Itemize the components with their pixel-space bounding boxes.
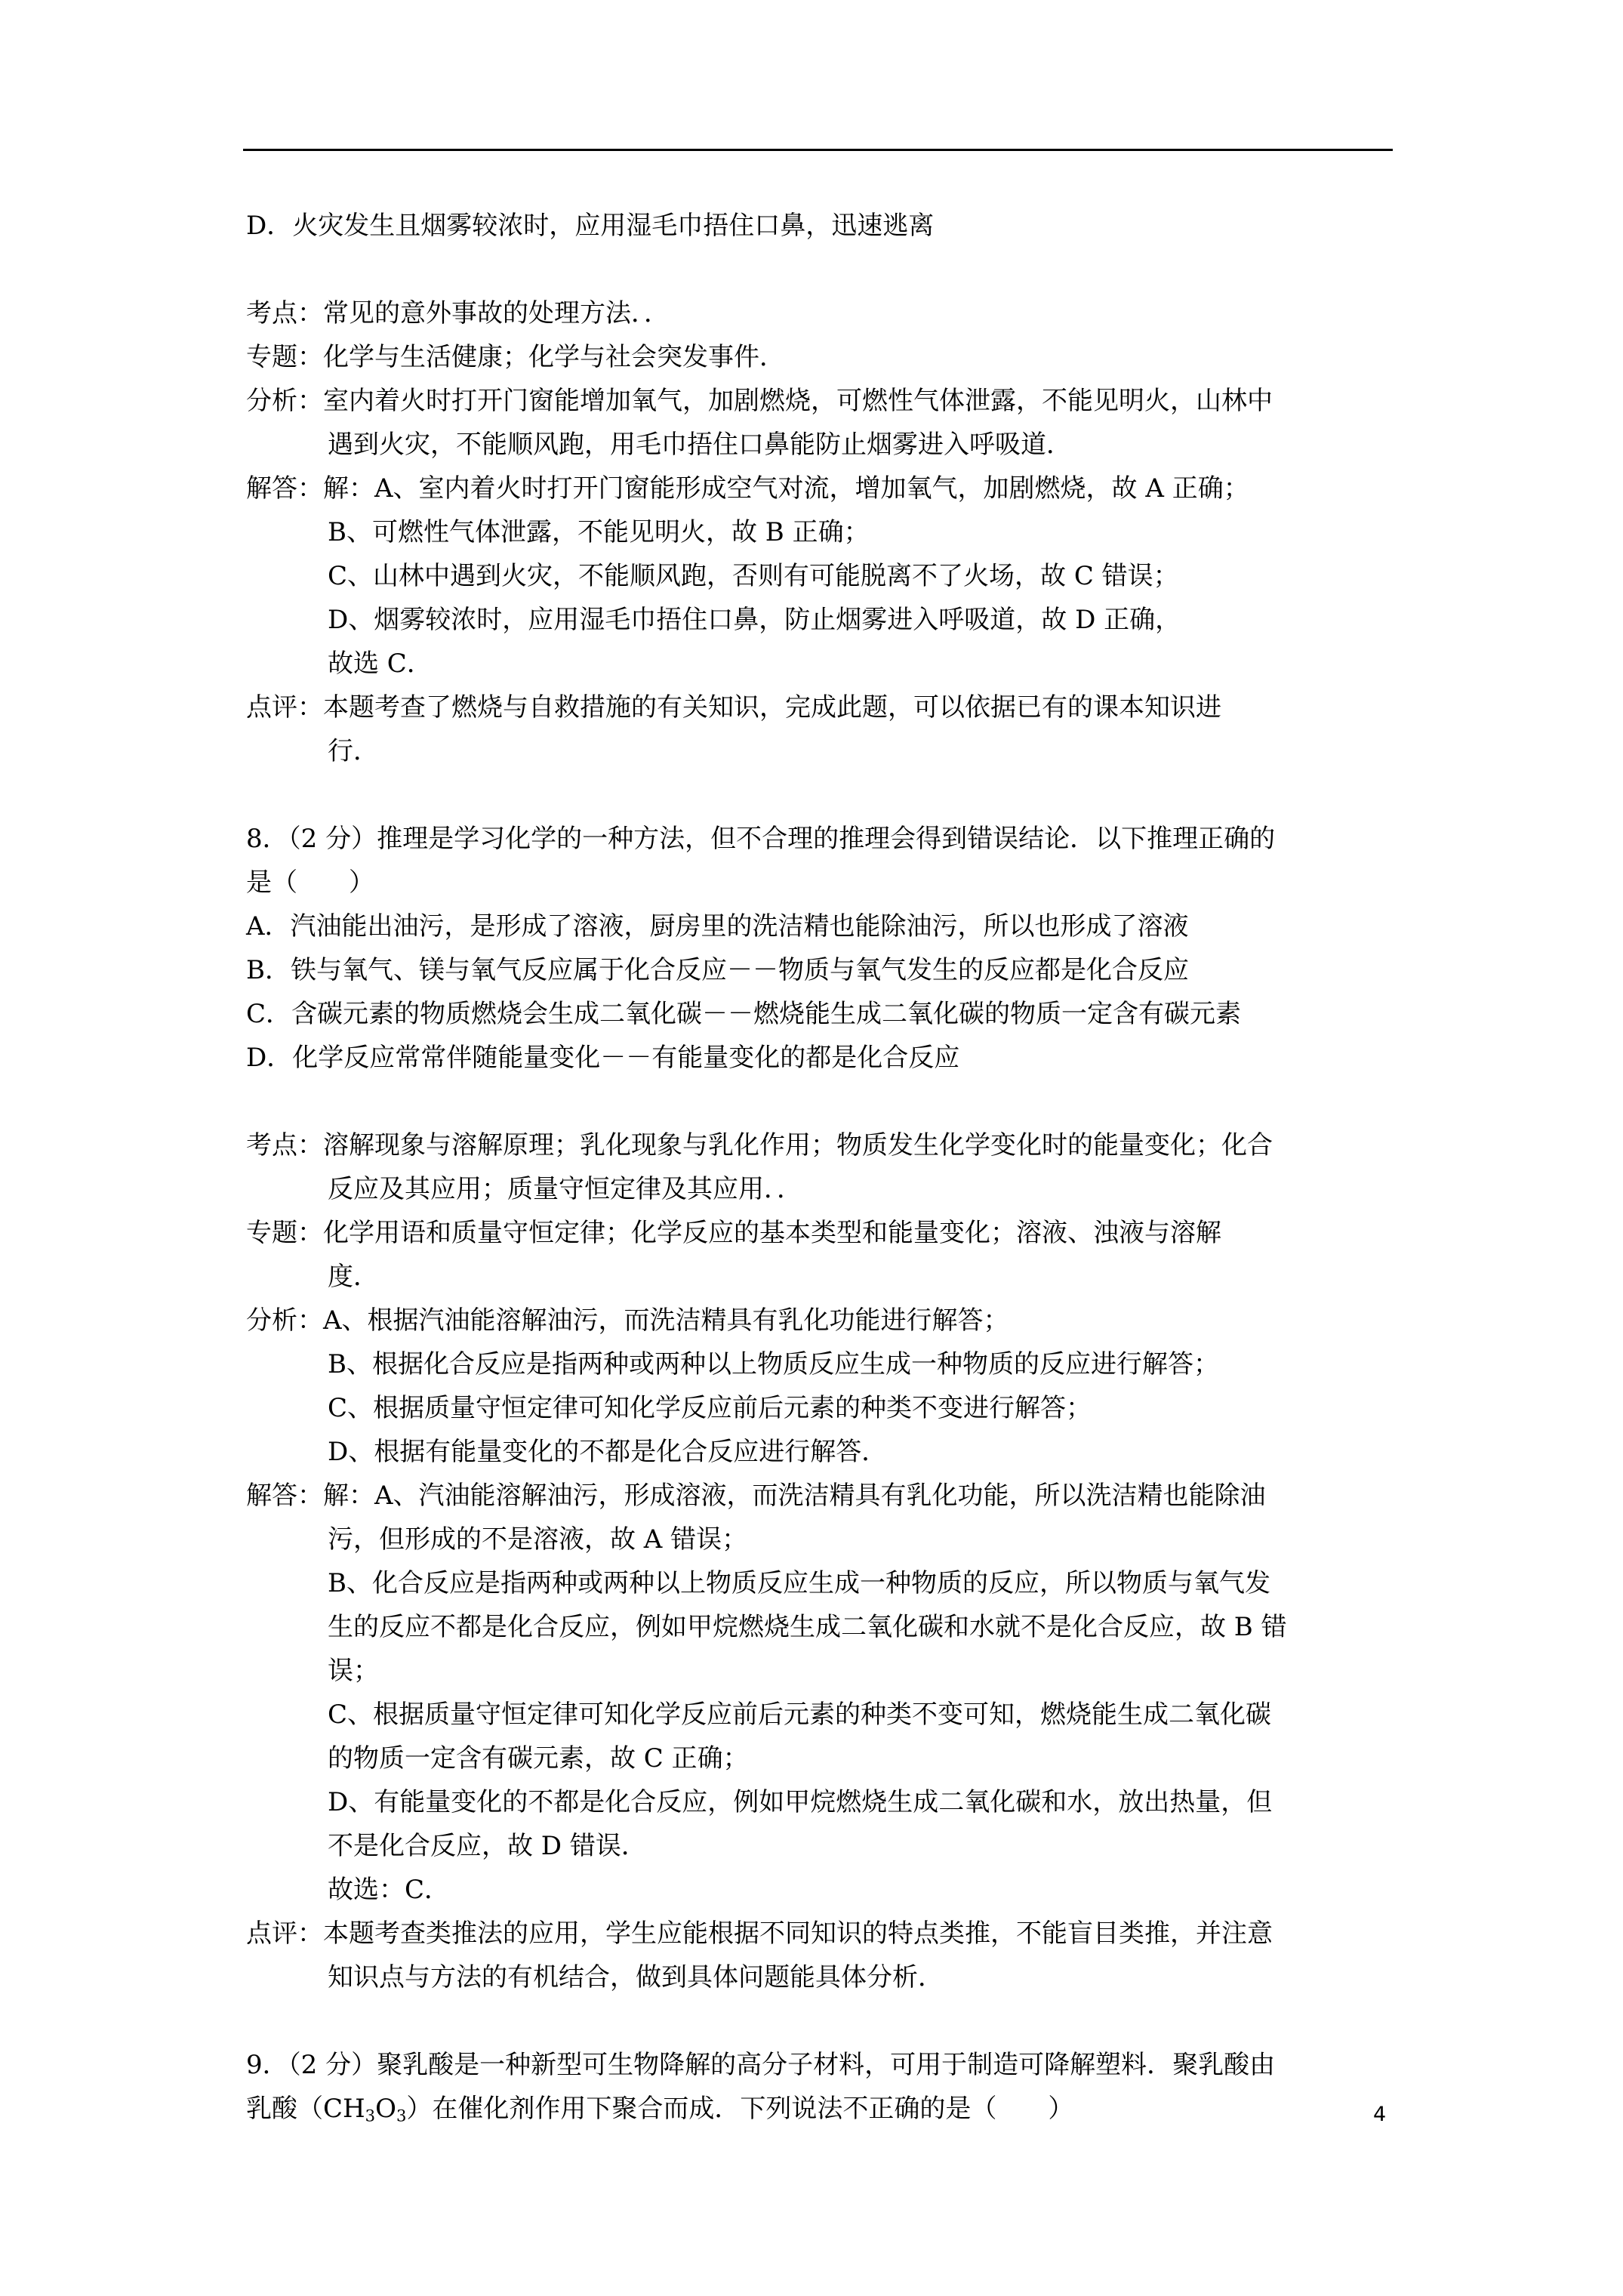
spacer bbox=[246, 1080, 1424, 1123]
spacer bbox=[246, 773, 1424, 817]
q8-zhuanti-line: 专题：化学用语和质量守恒定律；化学反应的基本类型和能量变化；溶液、浊液与溶解 bbox=[246, 1218, 1221, 1248]
q7-fenxi-line: 遇到火灾，不能顺风跑，用毛巾捂住口鼻能防止烟雾进入呼吸道． bbox=[328, 430, 1072, 460]
q7-jieda-line: 故选 C． bbox=[328, 649, 433, 679]
q7-jieda-line: D、烟雾较浓时，应用湿毛巾捂住口鼻，防止烟雾进入呼吸道，故 D 正确， bbox=[328, 605, 1181, 635]
q8-fenxi-line: C、根据质量守恒定律可知化学反应前后元素的种类不变进行解答； bbox=[328, 1393, 1092, 1423]
spacer bbox=[246, 248, 1424, 291]
q8-dianping-line: 知识点与方法的有机结合，做到具体问题能具体分析． bbox=[328, 1962, 944, 1992]
q9-formula-element: O bbox=[375, 2094, 396, 2124]
q9-formula-subscript: 3 bbox=[396, 2106, 407, 2125]
page-number: 4 bbox=[1373, 2103, 1387, 2126]
q8-jieda-line: C、根据质量守恒定律可知化学反应前后元素的种类不变可知，燃烧能生成二氧化碳 bbox=[328, 1700, 1272, 1730]
q8-option-c: C．含碳元素的物质燃烧会生成二氧化碳－－燃烧能生成二氧化碳的物质一定含有碳元素 bbox=[246, 999, 1242, 1029]
document-body bbox=[246, 204, 1424, 2131]
q8-option-a: A．汽油能出油污，是形成了溶液，厨房里的洗洁精也能除油污，所以也形成了溶液 bbox=[246, 911, 1189, 942]
q8-jieda-line: 生的反应不都是化合反应，例如甲烷燃烧生成二氧化碳和水就不是化合反应，故 B 错 bbox=[328, 1612, 1287, 1642]
q8-jieda-line: 解答：解：A、汽油能溶解油污，形成溶液，而洗洁精具有乳化功能，所以洗洁精也能除油 bbox=[246, 1481, 1266, 1511]
q9-stem-line bbox=[246, 2087, 1424, 2131]
q8-fenxi-line: B、根据化合反应是指两种或两种以上物质反应生成一种物质的反应进行解答； bbox=[328, 1349, 1219, 1379]
q9-stem-prefix: 乳酸（CH bbox=[246, 2094, 365, 2124]
q7-kaodian: 考点：常见的意外事故的处理方法．． bbox=[246, 298, 670, 328]
q8-fenxi-line: 分析：A、根据汽油能溶解油污，而洗洁精具有乳化功能进行解答； bbox=[246, 1305, 1009, 1336]
header-rule bbox=[243, 149, 1393, 151]
q7-jieda-line: B、可燃性气体泄露，不能见明火，故 B 正确； bbox=[328, 517, 870, 547]
q8-stem-line: 8．（2 分）推理是学习化学的一种方法，但不合理的推理会得到错误结论．以下推理正确的 bbox=[246, 824, 1276, 854]
q8-kaodian-line: 考点：溶解现象与溶解原理；乳化现象与乳化作用；物质发生化学变化时的能量变化；化合 bbox=[246, 1130, 1273, 1160]
q8-dianping-line: 点评：本题考查类推法的应用，学生应能根据不同知识的特点类推，不能盲目类推，并注意 bbox=[246, 1918, 1273, 1949]
q8-kaodian-line: 反应及其应用；质量守恒定律及其应用．． bbox=[328, 1174, 802, 1204]
q7-jieda-line: 解答：解：A、室内着火时打开门窗能形成空气对流，增加氧气，加剧燃烧，故 A 正确； bbox=[246, 473, 1249, 504]
q8-fenxi-line: D、根据有能量变化的不都是化合反应进行解答． bbox=[328, 1437, 888, 1467]
q8-stem-line: 是（ ） bbox=[246, 868, 374, 898]
q8-jieda-line: 的物质一定含有碳元素，故 C 正确； bbox=[328, 1743, 749, 1774]
q9-stem-suffix: ）在催化剂作用下聚合而成．下列说法不正确的是（ ） bbox=[406, 2094, 1074, 2124]
q8-jieda-line: 误； bbox=[328, 1656, 379, 1686]
spacer bbox=[246, 1999, 1424, 2043]
q8-jieda-line: 污，但形成的不是溶液，故 A 错误； bbox=[328, 1524, 748, 1555]
q7-fenxi-line: 分析：室内着火时打开门窗能增加氧气，加剧燃烧，可燃性气体泄露，不能见明火，山林中 bbox=[246, 386, 1273, 416]
q8-jieda-line: D、有能量变化的不都是化合反应，例如甲烷燃烧生成二氧化碳和水，放出热量，但 bbox=[328, 1787, 1273, 1817]
q7-option-d: D．火灾发生且烟雾较浓时，应用湿毛巾捂住口鼻，迅速逃离 bbox=[246, 211, 935, 241]
q7-zhuanti: 专题：化学与生活健康；化学与社会突发事件． bbox=[246, 342, 785, 372]
q8-jieda-line: 故选：C． bbox=[328, 1875, 451, 1905]
q8-zhuanti-line: 度． bbox=[328, 1262, 379, 1292]
q7-jieda-line: C、山林中遇到火灾，不能顺风跑，否则有可能脱离不了火场，故 C 错误； bbox=[328, 561, 1179, 591]
q8-jieda-line: B、化合反应是指两种或两种以上物质反应生成一种物质的反应，所以物质与氧气发 bbox=[328, 1568, 1270, 1598]
q9-stem-line: 9．（2 分）聚乳酸是一种新型可生物降解的高分子材料，可用于制造可降解塑料．聚乳酸由 bbox=[246, 2050, 1276, 2080]
q8-option-d: D．化学反应常常伴随能量变化－－有能量变化的都是化合反应 bbox=[246, 1043, 960, 1073]
q7-dianping-line: 点评：本题考查了燃烧与自救措施的有关知识，完成此题，可以依据已有的课本知识进 bbox=[246, 692, 1221, 723]
q8-option-b: B．铁与氧气、镁与氧气反应属于化合反应－－物质与氧气发生的反应都是化合反应 bbox=[246, 955, 1189, 985]
q9-formula-subscript: 3 bbox=[365, 2106, 376, 2125]
q7-dianping-line: 行． bbox=[328, 736, 379, 766]
q8-jieda-line: 不是化合反应，故 D 错误． bbox=[328, 1831, 647, 1861]
